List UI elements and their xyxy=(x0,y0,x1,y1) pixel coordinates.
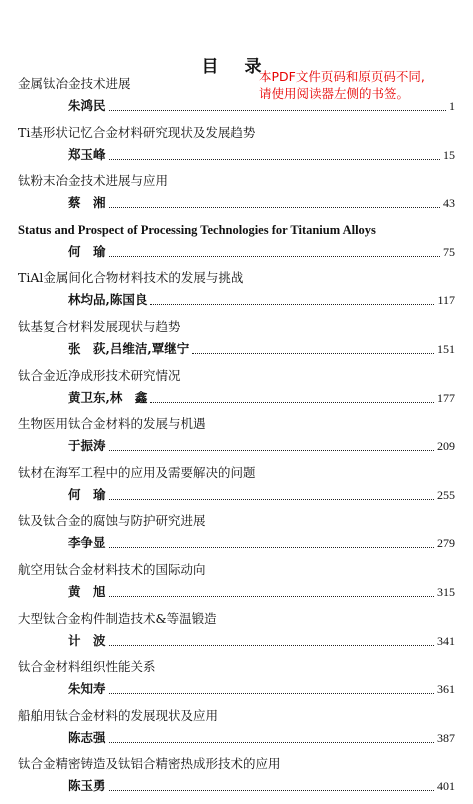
notice-line-2: 请使用阅读器左侧的书签。 xyxy=(259,86,410,101)
toc-entry-title[interactable]: 大型钛合金构件制造技术&等温锻造 xyxy=(18,610,217,626)
toc-entry-title[interactable]: 钛合金近净成形技术研究情况 xyxy=(18,367,181,383)
toc-entry[interactable] xyxy=(0,269,473,318)
toc-entry-byline xyxy=(68,729,455,747)
toc-entry-page[interactable]: 401 xyxy=(437,779,455,794)
toc-entry-title[interactable]: Status and Prospect of Processing Technologies for Titanium Alloys xyxy=(18,222,376,237)
toc-entry-title[interactable]: 钛材在海军工程中的应用及需要解决的问题 xyxy=(18,464,256,480)
toc-entry[interactable] xyxy=(0,75,473,124)
dot-leader xyxy=(109,789,434,791)
toc-entry[interactable] xyxy=(0,464,473,513)
toc-entry[interactable] xyxy=(0,755,473,804)
toc-entry-title[interactable]: 钛合金材料组织性能关系 xyxy=(18,659,156,675)
dot-leader xyxy=(109,449,434,451)
toc-entry-page[interactable]: 341 xyxy=(437,633,455,648)
toc-entry-author: 计 波 xyxy=(68,632,106,648)
toc-entry-page[interactable]: 117 xyxy=(437,293,455,308)
toc-entry-author: 于振涛 xyxy=(68,438,106,454)
toc-entry[interactable] xyxy=(0,221,473,270)
toc-entry[interactable] xyxy=(0,561,473,610)
toc-entry-byline xyxy=(68,340,455,358)
toc-entry-title[interactable]: Ti基形状记忆合金材料研究现状及发展趋势 xyxy=(18,124,256,140)
toc-entry-page[interactable]: 151 xyxy=(437,341,455,356)
toc-entry-byline xyxy=(68,534,455,552)
toc-entry-title[interactable]: 生物医用钛合金材料的发展与机遇 xyxy=(18,416,206,432)
toc-entry[interactable] xyxy=(0,658,473,707)
toc-entry-byline xyxy=(68,146,455,164)
toc-entry-title[interactable]: 船舶用钛合金材料的发展现状及应用 xyxy=(18,707,219,723)
toc-entry-title[interactable]: 金属钛冶金技术进展 xyxy=(18,76,131,91)
toc-entry-page[interactable]: 75 xyxy=(443,244,455,259)
toc-entry[interactable] xyxy=(0,318,473,367)
table-of-contents xyxy=(0,75,473,804)
toc-entry[interactable] xyxy=(0,512,473,561)
toc-entry-byline xyxy=(68,583,455,601)
toc-entry-author: 郑玉峰 xyxy=(68,146,106,162)
toc-entry-title[interactable]: 钛合金精密铸造及钛铝合精密热成形技术的应用 xyxy=(18,756,281,772)
toc-entry-byline xyxy=(68,194,455,212)
toc-entry-author: 朱知寿 xyxy=(68,681,106,697)
toc-entry-byline xyxy=(68,632,455,650)
dot-leader xyxy=(109,255,440,257)
toc-entry-title[interactable]: 钛粉末冶金技术进展与应用 xyxy=(18,173,169,189)
toc-entry-title[interactable]: 航空用钛合金材料技术的国际动向 xyxy=(18,561,206,577)
notice-line-1: 本PDF文件页码和原页码不同, xyxy=(259,69,425,84)
toc-entry-byline xyxy=(68,777,455,795)
toc-entry-page[interactable]: 387 xyxy=(437,730,455,745)
dot-leader xyxy=(192,352,434,354)
dot-leader xyxy=(150,303,434,305)
toc-entry-author: 何 瑜 xyxy=(68,486,106,502)
toc-entry[interactable] xyxy=(0,124,473,173)
toc-entry-author: 蔡 湘 xyxy=(68,195,106,211)
toc-entry-byline xyxy=(68,389,455,407)
toc-entry-byline xyxy=(68,97,455,115)
dot-leader xyxy=(109,498,434,500)
dot-leader xyxy=(109,644,434,646)
toc-entry-page[interactable]: 361 xyxy=(437,682,455,697)
toc-entry-page[interactable]: 1 xyxy=(449,99,455,113)
dot-leader xyxy=(109,546,434,548)
toc-entry-author: 何 瑜 xyxy=(68,243,106,259)
dot-leader xyxy=(109,206,440,208)
toc-entry-author: 李争显 xyxy=(68,535,106,551)
toc-entry[interactable] xyxy=(0,367,473,416)
toc-entry-author: 张 荻,吕维洁,覃继宁 xyxy=(68,340,190,356)
toc-entry-author: 陈玉勇 xyxy=(68,778,106,794)
toc-entry-page[interactable]: 177 xyxy=(437,390,455,405)
dot-leader xyxy=(109,595,434,597)
toc-entry-page[interactable]: 255 xyxy=(437,487,455,502)
toc-entry-author: 黄卫东,林 鑫 xyxy=(68,389,148,405)
toc-entry-author: 陈志强 xyxy=(68,729,106,745)
toc-entry-page[interactable]: 315 xyxy=(437,584,455,599)
toc-entry-title[interactable]: 钛及钛合金的腐蚀与防护研究进展 xyxy=(18,513,206,529)
toc-entry[interactable] xyxy=(0,610,473,659)
dot-leader xyxy=(109,109,446,111)
toc-entry[interactable] xyxy=(0,415,473,464)
toc-entry[interactable] xyxy=(0,172,473,221)
toc-entry-page[interactable]: 279 xyxy=(437,536,455,551)
toc-entry-page[interactable]: 43 xyxy=(443,196,455,211)
toc-entry-author: 林均品,陈国良 xyxy=(68,292,148,308)
toc-entry-page[interactable]: 209 xyxy=(437,439,455,454)
toc-entry-title[interactable]: TiAl金属间化合物材料技术的发展与挑战 xyxy=(18,270,244,286)
toc-entry-byline xyxy=(68,437,455,455)
toc-entry-title[interactable]: 钛基复合材料发展现状与趋势 xyxy=(18,318,181,334)
toc-entry-author: 朱鸿民 xyxy=(68,98,106,113)
dot-leader xyxy=(109,158,440,160)
toc-entry-byline xyxy=(68,243,455,261)
dot-leader xyxy=(109,741,434,743)
page-title: 目 录 xyxy=(201,57,272,77)
toc-entry-byline xyxy=(68,486,455,504)
toc-entry-byline xyxy=(68,291,455,309)
toc-entry-byline xyxy=(68,680,455,698)
toc-entry[interactable] xyxy=(0,707,473,756)
toc-entry-author: 黄 旭 xyxy=(68,583,106,599)
toc-entry-page[interactable]: 15 xyxy=(443,147,455,162)
dot-leader xyxy=(150,401,434,403)
